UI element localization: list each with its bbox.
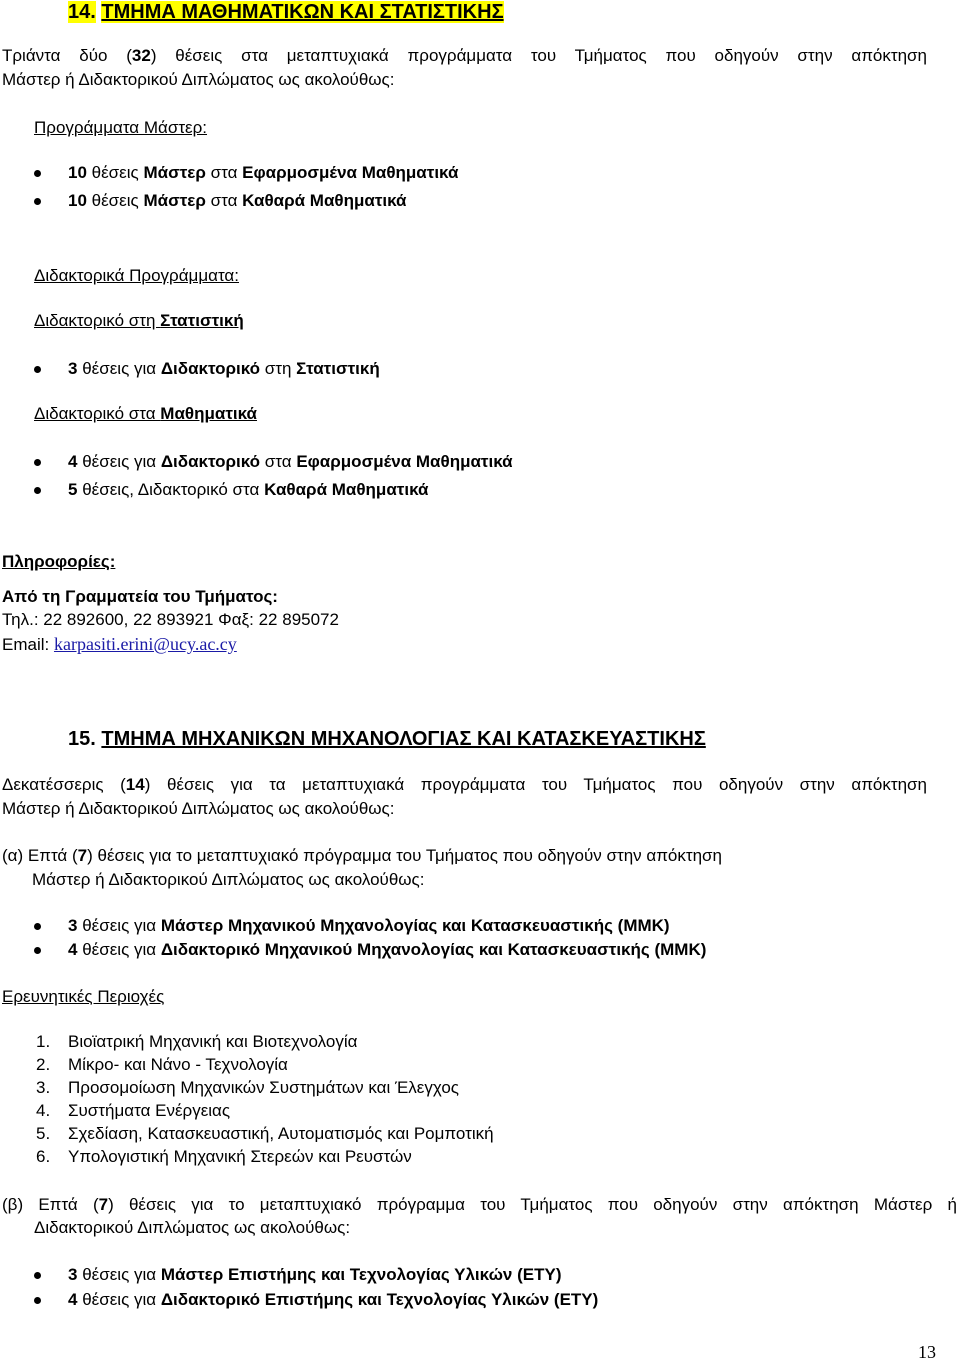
section15-heading-number: 15.: [68, 728, 96, 750]
part-a-item-phd: 4 θέσεις για Διδακτορικό Μηχανικού Μηχανολογίας και Κατασκευαστικής (ΜΜΚ): [34, 939, 672, 961]
bullet-icon: [34, 198, 41, 205]
section15-heading: [68, 727, 706, 751]
list-item: 1. Βιοϊατρική Μηχανική και Βιοτεχνολογία: [36, 1032, 358, 1051]
master-programs-heading: Προγράμματα Μάστερ:: [34, 118, 208, 137]
phd-math-item-applied: 4 θέσεις για Διδακτορικό στα Εφαρμοσμένα Μαθηματικά: [34, 451, 479, 473]
part-b-item-master: 3 θέσεις για Μάστερ Επιστήμης και Τεχνολογίας Υλικών (ΕΤΥ): [34, 1264, 528, 1286]
bullet-icon: [34, 1297, 41, 1304]
part-a-item-master: 3 θέσεις για Μάστερ Μηχανικού Μηχανολογίας και Κατασκευαστικής (ΜΜΚ): [34, 915, 636, 937]
phd-math-label: Διδακτορικό στα Μαθηματικά: [34, 404, 258, 423]
list-item: 3. Προσομοίωση Μηχανικών Συστημάτων και Έλεγχος: [36, 1078, 459, 1097]
list-item: 6. Υπολογιστική Μηχανική Στερεών και Ρευστών: [36, 1147, 412, 1166]
phone-fax-line: Τηλ.: 22 892600, 22 893921 Φαξ: 22 895072: [2, 610, 339, 629]
bullet-icon: [34, 459, 41, 466]
bullet-icon: [34, 923, 41, 930]
section15-intro-line2: Μάστερ ή Διδακτορικού Διπλώματος ως ακολούθως:: [2, 799, 395, 818]
secretariat-label: Από τη Γραμματεία του Τμήματος:: [2, 587, 278, 606]
list-item: 5. Σχεδίαση, Κατασκευαστική, Αυτοματισμός και Ρομποτική: [36, 1124, 494, 1143]
master-item-pure-math: 10 θέσεις Μάστερ στα Καθαρά Μαθηματικά: [34, 190, 373, 212]
list-item: 4. Συστήματα Ενέργειας: [36, 1101, 231, 1120]
part-b-line1: (β) Επτά (7) θέσεις για το μεταπτυχιακό πρόγραμμα του Τμήματος που οδηγούν στην απόκτηση Μάστερ ή: [2, 1195, 957, 1214]
page-number: 13: [918, 1342, 936, 1362]
section14-intro-line2: Μάστερ ή Διδακτορικού Διπλώματος ως ακολούθως:: [2, 70, 395, 89]
info-heading: Πληροφορίες:: [2, 552, 116, 571]
research-areas-heading: Ερευνητικές Περιοχές: [2, 987, 165, 1006]
section15-heading-text: ΤΜΗΜΑ ΜΗΧΑΝΙΚΩΝ ΜΗΧΑΝΟΛΟΓΙΑΣ ΚΑΙ ΚΑΤΑΣΚΕΥΑΣΤΙΚΗΣ: [101, 728, 706, 750]
email-line: [2, 633, 237, 656]
part-b-line2: Διδακτορικού Διπλώματος ως ακολούθως:: [34, 1218, 351, 1237]
section14-heading-number: 14.: [68, 1, 96, 23]
phd-programs-heading: Διδακτορικά Προγράμματα:: [34, 266, 239, 285]
section14-heading: [68, 0, 504, 24]
email-label: Email:: [2, 635, 54, 654]
phd-math-item-pure: 5 θέσεις, Διδακτορικό στα Καθαρά Μαθηματικά: [34, 479, 394, 501]
phd-statistics-label: Διδακτορικό στη Στατιστική: [34, 311, 244, 330]
section14-heading-text: ΤΜΗΜΑ ΜΑΘΗΜΑΤΙΚΩΝ ΚΑΙ ΣΤΑΤΙΣΤΙΚΗΣ: [101, 1, 504, 23]
part-a-line1: (α) Επτά (7) θέσεις για το μεταπτυχιακό πρόγραμμα του Τμήματος που οδηγούν στην απόκτηση: [2, 846, 723, 865]
bullet-icon: [34, 487, 41, 494]
part-a-line2: Μάστερ ή Διδακτορικού Διπλώματος ως ακολούθως:: [32, 870, 425, 889]
email-link[interactable]: karpasiti.erini@ucy.ac.cy: [53, 634, 237, 654]
section14-intro: Τριάντα δύο (32) θέσεις στα μεταπτυχιακά προγράμματα του Τμήματος που οδηγούν στην απόκτηση: [2, 46, 927, 65]
section15-intro: Δεκατέσσερις (14) θέσεις για τα μεταπτυχιακά προγράμματα του Τμήματος που οδηγούν στην απόκτηση: [2, 775, 928, 794]
bullet-icon: [34, 947, 41, 954]
bullet-icon: [34, 170, 41, 177]
bullet-icon: [34, 366, 41, 373]
master-item-applied-math: 10 θέσεις Μάστερ στα Εφαρμοσμένα Μαθηματικά: [34, 162, 424, 184]
part-b-item-phd: 4 θέσεις για Διδακτορικό Επιστήμης και Τεχνολογίας Υλικών (ΕΤΥ): [34, 1289, 564, 1311]
phd-statistics-item: 3 θέσεις για Διδακτορικό στη Στατιστική: [34, 358, 346, 380]
list-item: 2. Μίκρο- και Νάνο - Τεχνολογία: [36, 1055, 288, 1074]
bullet-icon: [34, 1272, 41, 1279]
